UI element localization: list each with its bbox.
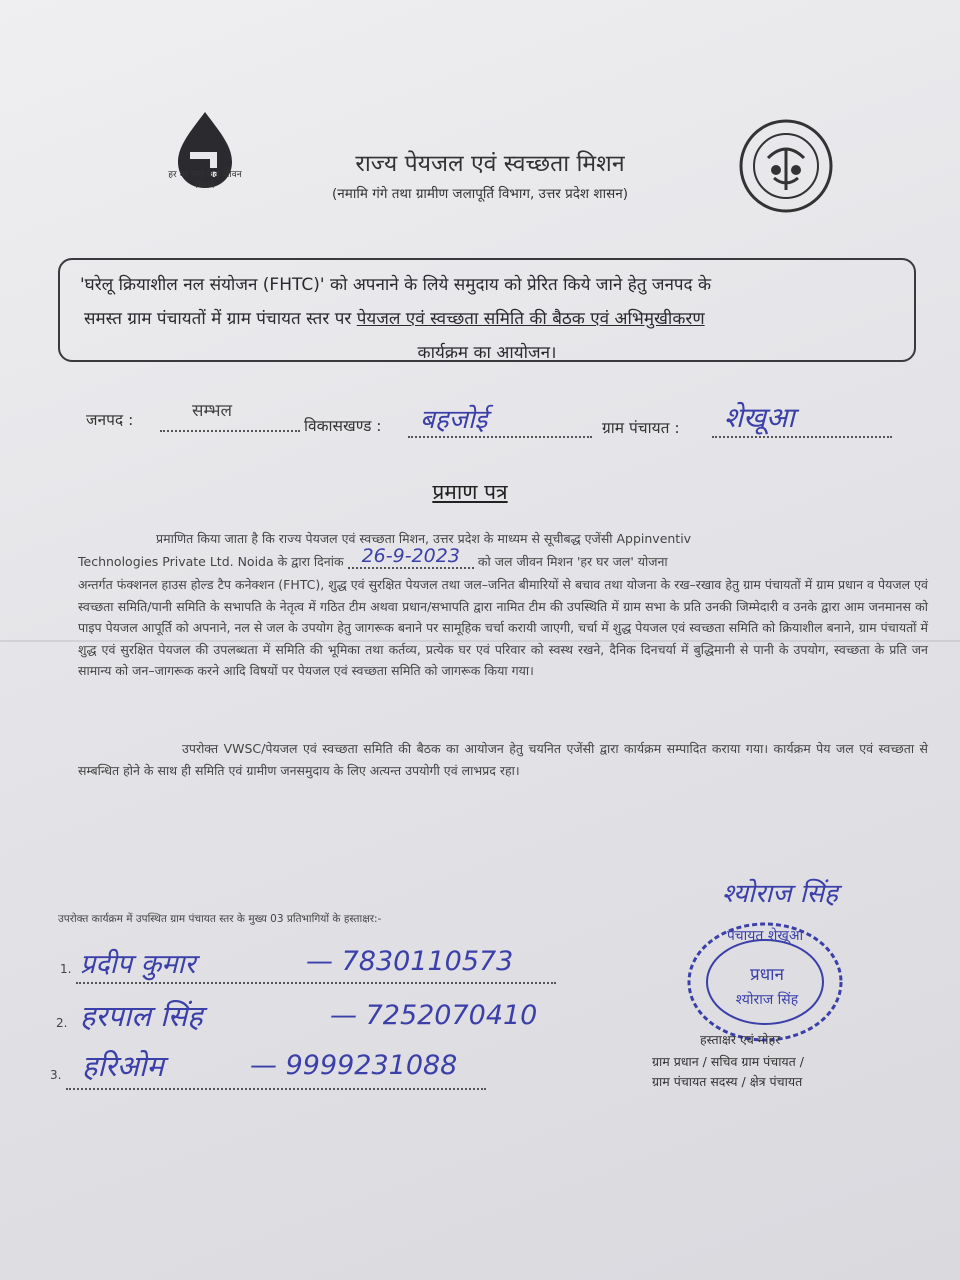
footer-sign-seal: हस्ताक्षर एवं मोहर — [700, 1032, 781, 1047]
gp-label: ग्राम पंचायत : — [602, 419, 680, 437]
banner-line-2 — [84, 306, 904, 329]
page-subtitle: (नमामि गंगे तथा ग्रामीण जलापूर्ति विभाग, उत्तर प्रदेश शासन) — [332, 186, 628, 202]
cert-para-1-line-1: प्रमाणित किया जाता है कि राज्य पेयजल एवं स्वच्छता मिशन, उत्तर प्रदेश के माध्यम से सूचीबद्ध एजेंसी Appinventiv — [156, 531, 692, 546]
district-label: जनपद : — [86, 411, 134, 429]
participant-1-phone: — 7830110573 — [306, 946, 514, 977]
footer-designation-2: ग्राम पंचायत सदस्य / क्षेत्र पंचायत — [652, 1074, 803, 1089]
participant-2-name: हरपाल सिंह — [80, 999, 203, 1033]
banner-line-1: 'घरेलू क्रियाशील नल संयोजन (FHTC)' को अपनाने के लिये समुदाय को प्रेरित किये जाने हेतु जनपद के — [80, 275, 712, 295]
gp-value: शेखूआ — [724, 401, 795, 434]
banner-line-3: कार्यक्रम का आयोजन। — [417, 343, 557, 363]
participants-note: उपरोक्त कार्यक्रम में उपस्थित ग्राम पंचायत स्तर के मुख्य 03 प्रतिभागियों के हस्ताक्षर:- — [58, 913, 382, 925]
cert-line-2-end: को जल जीवन मिशन 'हर घर जल' योजना — [477, 554, 668, 569]
pradhan-signature: श्योराज सिंह — [722, 879, 838, 909]
har-ghar-jal-logo — [160, 108, 250, 208]
cert-para-2: उपरोक्त VWSC/पेयजल एवं स्वच्छता समिति की बैठक का आयोजन हेतु चयनित एजेंसी द्वारा कार्यक्रम सम्पादित कराया गया। कार्यक्रम पेय जल एवं स्वच्छता से सम्बन्धित होने के साथ ही समिति एवं ग्रामीण जनसमुदाय के लिए अत्यन्त उपयोगी एवं लाभप्रद रहा। — [78, 741, 928, 778]
program-date: 26-9-2023 — [348, 545, 474, 569]
participant-3-name: हरिओम — [82, 1049, 164, 1083]
page-title: राज्य पेयजल एवं स्वच्छता मिशन — [355, 151, 625, 177]
stamp-ring-text: पंचायत शेखूआ — [726, 928, 804, 944]
block-label: विकासखण्ड : — [304, 417, 382, 435]
participant-1-name: प्रदीप कुमार — [80, 949, 196, 980]
logo-caption: हर घर जल जल जीवन मिशन — [168, 170, 242, 191]
district-value: सम्भल — [192, 401, 233, 421]
cert-para-1-line-2 — [78, 545, 928, 573]
footer-designation-1: ग्राम प्रधान / सचिव ग्राम पंचायत / — [652, 1054, 804, 1069]
participant-2-phone: — 7252070410 — [330, 1000, 538, 1031]
participant-2-number: 2. — [56, 1016, 68, 1030]
stamp-title: प्रधान — [750, 965, 784, 985]
banner-line-2-underlined: पेयजल एवं स्वच्छता समिति की बैठक एवं अभिमुखीकरण — [356, 309, 705, 329]
banner-line-2-text: समस्त ग्राम पंचायतों में ग्राम पंचायत स्तर पर — [84, 309, 357, 329]
block-value: बहजोई — [420, 405, 488, 435]
up-government-seal — [738, 118, 834, 214]
participant-1-number: 1. — [60, 962, 72, 976]
participant-3-number: 3. — [50, 1068, 62, 1082]
cert-line-2-start: Technologies Private Ltd. Noida के द्वारा दिनांक — [78, 554, 344, 569]
certificate-title: प्रमाण पत्र — [432, 480, 508, 504]
cert-para-1-body: अन्तर्गत फंक्शनल हाउस होल्ड टैप कनेक्शन (FHTC), शुद्ध एवं सुरक्षित पेयजल तथा जल–जनित बीमारियों से बचाव तथा योजना के रख–रखाव हेतु ग्राम पंचायतों में ग्राम प्रधान व पेयजल एवं स्वच्छता समिति/पानी समिति के सभापति के नेतृत्व में गठित टीम अथवा प्रधान/सभापति द्वारा नामित टीम की उपस्थिति में ग्राम सभा के प्रति उनकी जिम्मेदारी व उनके द्वारा आम जनमानस को पाइप पेयजल आपूर्ति को अपनाने, नल से जल के उपयोग हेतु जागरूक बनाने पर सामूहिक चर्चा करायी जाएगी, चर्चा में शुद्ध पेयजल एवं स्वच्छता समिति को क्रियाशील बनाने, ग्राम पंचायतों में शुद्ध एवं सुरक्षित पेयजल की उपलब्धता में समिति की भूमिका तथा कर्तव्य, प्रत्येक घर एवं परिवार को स्वस्थ रखने, दैनिक दिनचर्या में बुद्धिमानी से पानी के उपयोग, स्वच्छता के प्रति जन सामान्य को जन–जागरूक करने आदि विषयों पर पेयजल एवं स्वच्छता समिति को जागरूक किया गया। — [78, 577, 928, 678]
participant-3-phone: — 9999231088 — [250, 1050, 458, 1081]
stamp-name: श्योराज सिंह — [735, 992, 799, 1008]
